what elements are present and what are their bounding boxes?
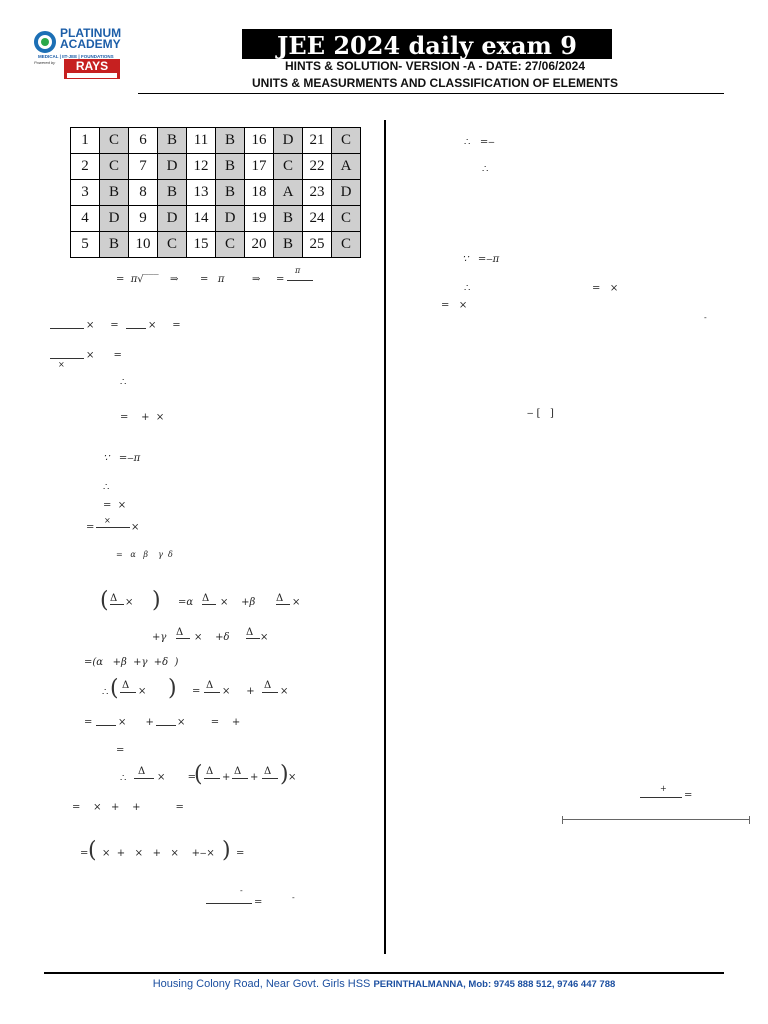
eq-fragment: Δ	[202, 593, 210, 604]
eq-fragment: = × + + =	[72, 802, 184, 813]
eq-fragment: = ×	[441, 300, 468, 311]
answer-option: A	[274, 180, 303, 206]
eq-fragment: =α	[178, 597, 194, 608]
eq-fragment: =	[236, 848, 245, 859]
therefore-icon: ∴	[464, 283, 471, 294]
answer-option: C	[158, 232, 187, 258]
eq-fragment: ×	[260, 632, 269, 643]
eq-fragment: =	[80, 848, 89, 859]
logo-tagline: MEDICAL | IIT-JEE | FOUNDATIONS	[38, 54, 114, 59]
answer-row	[71, 154, 361, 180]
answer-key-table	[70, 127, 361, 258]
eq-fragment: ∵ =‒π	[462, 254, 500, 265]
eq-fragment: =	[192, 686, 201, 697]
question-number: 8	[129, 180, 158, 206]
fraction-bar	[232, 778, 248, 779]
question-number: 15	[187, 232, 216, 258]
eq-fragment: π	[295, 266, 301, 275]
answer-option: C	[100, 128, 129, 154]
question-number: 9	[129, 206, 158, 232]
therefore-icon: ∴	[102, 687, 109, 698]
fraction-bar	[156, 725, 176, 726]
answer-option: C	[332, 232, 361, 258]
question-number: 1	[71, 128, 100, 154]
eq-fragment: +	[250, 772, 259, 783]
answer-option: B	[158, 180, 187, 206]
question-number: 24	[303, 206, 332, 232]
footer-rule	[44, 972, 724, 974]
implies-icon: ⇒	[170, 274, 179, 285]
eq-fragment: +	[660, 784, 667, 793]
eq-fragment: × = +	[177, 717, 241, 728]
fraction-bar	[134, 778, 154, 779]
answer-option: D	[274, 128, 303, 154]
question-number: 20	[245, 232, 274, 258]
eq-fragment: × +β	[220, 597, 256, 608]
eq-fragment: +	[222, 772, 231, 783]
eq-fragment: × +δ	[194, 632, 230, 643]
therefore-icon: ∴	[120, 377, 127, 388]
eq-fragment: × =	[148, 320, 181, 331]
answer-option: C	[332, 206, 361, 232]
eq-fragment: =	[254, 897, 263, 908]
eq-fragment: ×	[292, 597, 301, 608]
therefore-icon: ∴	[103, 482, 110, 493]
logo-powered-by: Powered by	[34, 60, 56, 65]
question-number: 7	[129, 154, 158, 180]
paren-open: (	[88, 838, 97, 863]
answer-option: B	[216, 128, 245, 154]
logo-name: PLATINUM ACADEMY	[60, 26, 122, 51]
eq-fragment: × =	[86, 320, 119, 331]
eq-fragment: Δ	[264, 680, 272, 691]
eq-fragment: × +	[222, 686, 255, 697]
eq-fragment: +γ	[152, 632, 167, 643]
eq-fragment: × + × + × +‒×	[102, 848, 215, 859]
question-number: 17	[245, 154, 274, 180]
question-number: 16	[245, 128, 274, 154]
eq-fragment: =	[84, 717, 93, 728]
hints-solution-line: HINTS & SOLUTION- VERSION -A - DATE: 27/06/2024	[284, 59, 586, 73]
fraction-bar	[640, 797, 682, 798]
eq-fragment: Δ	[138, 766, 146, 777]
eq-fragment: = + ×	[120, 412, 165, 423]
paren-open: (	[194, 762, 203, 787]
eq-fragment: ×	[131, 522, 140, 533]
answer-row	[71, 232, 361, 258]
answer-option: D	[158, 154, 187, 180]
fraction-bar	[96, 725, 116, 726]
eq-fragment: =	[86, 522, 95, 533]
paren-close: )	[168, 676, 177, 701]
answer-option: B	[274, 206, 303, 232]
eq-fragment: ×	[288, 772, 297, 783]
answer-option: B	[216, 154, 245, 180]
eq-fragment: ×	[138, 686, 147, 697]
eq-fragment: Δ	[206, 680, 214, 691]
eq-fragment: ∴ =‒	[464, 137, 495, 148]
eq-fragment: -	[292, 893, 295, 902]
column-divider	[384, 120, 386, 954]
header-rule	[138, 93, 724, 94]
eq-fragment: Δ	[276, 593, 284, 604]
fraction-bar	[50, 328, 84, 329]
implies-icon: ⇒	[252, 274, 261, 285]
answer-option: B	[100, 232, 129, 258]
answer-option: B	[274, 232, 303, 258]
eq-fragment: Δ	[234, 766, 242, 777]
question-number: 6	[129, 128, 158, 154]
answer-option: D	[100, 206, 129, 232]
eq-fragment: ‒ [ ]	[527, 408, 554, 419]
fraction-bar	[287, 280, 313, 281]
fraction-bar	[276, 604, 290, 605]
eq-fragment: × =	[86, 350, 122, 361]
eq-fragment: Δ	[122, 680, 130, 691]
question-number: 19	[245, 206, 274, 232]
fraction-bar	[126, 328, 146, 329]
eq-fragment: ∵ =‒π	[103, 453, 141, 464]
fraction-bar	[204, 778, 220, 779]
question-number: 22	[303, 154, 332, 180]
question-number: 11	[187, 128, 216, 154]
fraction-bar	[246, 638, 260, 639]
eq-fragment: ×	[58, 360, 65, 369]
fraction-bar	[110, 604, 124, 605]
fraction-bar	[262, 692, 278, 693]
eq-fragment: -	[240, 886, 243, 895]
eq-fragment: = ×	[592, 283, 619, 294]
fraction-bar	[202, 604, 216, 605]
answer-option: D	[158, 206, 187, 232]
paren-close: )	[152, 588, 161, 613]
paren-close: )	[222, 838, 231, 863]
question-number: 4	[71, 206, 100, 232]
eq-fragment: -	[704, 313, 707, 322]
eq-fragment: Δ	[176, 627, 184, 638]
question-number: 14	[187, 206, 216, 232]
answer-option: D	[216, 206, 245, 232]
therefore-icon: ∴	[120, 773, 127, 784]
question-number: 18	[245, 180, 274, 206]
eq-fragment: = ×	[103, 500, 127, 511]
fraction-bar	[204, 692, 220, 693]
eq-fragment: Δ	[264, 766, 272, 777]
fraction-bar	[96, 527, 130, 528]
paren-close: )	[280, 762, 289, 787]
paren-open: (	[100, 588, 109, 613]
eq-fragment: × +	[118, 717, 154, 728]
eq-fragment: Δ	[246, 627, 254, 638]
paren-open: (	[110, 676, 119, 701]
topics-line: UNITS & MEASURMENTS AND CLASSIFICATION OF ELEMENTS	[252, 76, 618, 90]
answer-option: B	[158, 128, 187, 154]
rays-logo: RAYS	[64, 59, 120, 79]
answer-option: C	[216, 232, 245, 258]
eq-fragment: ×	[104, 516, 111, 525]
fraction-bar	[50, 358, 84, 359]
exam-title: JEE 2024 daily exam 9	[242, 29, 612, 59]
question-number: 13	[187, 180, 216, 206]
question-number: 10	[129, 232, 158, 258]
eq-fragment: =	[116, 745, 125, 756]
fraction-bar	[120, 692, 136, 693]
eq-fragment: = π	[200, 274, 225, 285]
eq-fragment: =(α +β +γ +δ )	[84, 657, 179, 668]
fraction-bar	[262, 778, 278, 779]
footer-address: Housing Colony Road, Near Govt. Girls HSS PERINTHALMANNA, Mob: 9745 888 512, 9746 447 788	[152, 978, 616, 990]
answer-option: C	[274, 154, 303, 180]
question-number: 21	[303, 128, 332, 154]
answer-row	[71, 206, 361, 232]
academy-logo	[32, 28, 132, 84]
question-number: 5	[71, 232, 100, 258]
answer-option: C	[332, 128, 361, 154]
question-number: 12	[187, 154, 216, 180]
eq-fragment: = α β γ δ	[116, 550, 173, 559]
eq-fragment: × =	[157, 772, 197, 783]
eq-fragment: ×	[280, 686, 289, 697]
logo-emblem-icon	[34, 31, 56, 53]
answer-option: C	[100, 154, 129, 180]
answer-option: B	[100, 180, 129, 206]
therefore-icon: ∴	[482, 164, 489, 175]
answer-row	[71, 128, 361, 154]
eq-fragment: =	[684, 790, 693, 801]
eq-fragment: = π√‾‾‾	[116, 274, 159, 285]
answer-option: D	[332, 180, 361, 206]
measurement-bracket	[562, 816, 750, 824]
eq-fragment: ×	[125, 597, 134, 608]
eq-fragment: Δ	[206, 766, 214, 777]
question-number: 23	[303, 180, 332, 206]
question-number: 3	[71, 180, 100, 206]
answer-option: B	[216, 180, 245, 206]
answer-option: A	[332, 154, 361, 180]
eq-fragment: Δ	[110, 593, 118, 604]
question-number: 25	[303, 232, 332, 258]
question-number: 2	[71, 154, 100, 180]
fraction-bar	[176, 638, 190, 639]
answer-row	[71, 180, 361, 206]
eq-fragment: =	[276, 274, 285, 285]
fraction-bar	[206, 903, 252, 904]
